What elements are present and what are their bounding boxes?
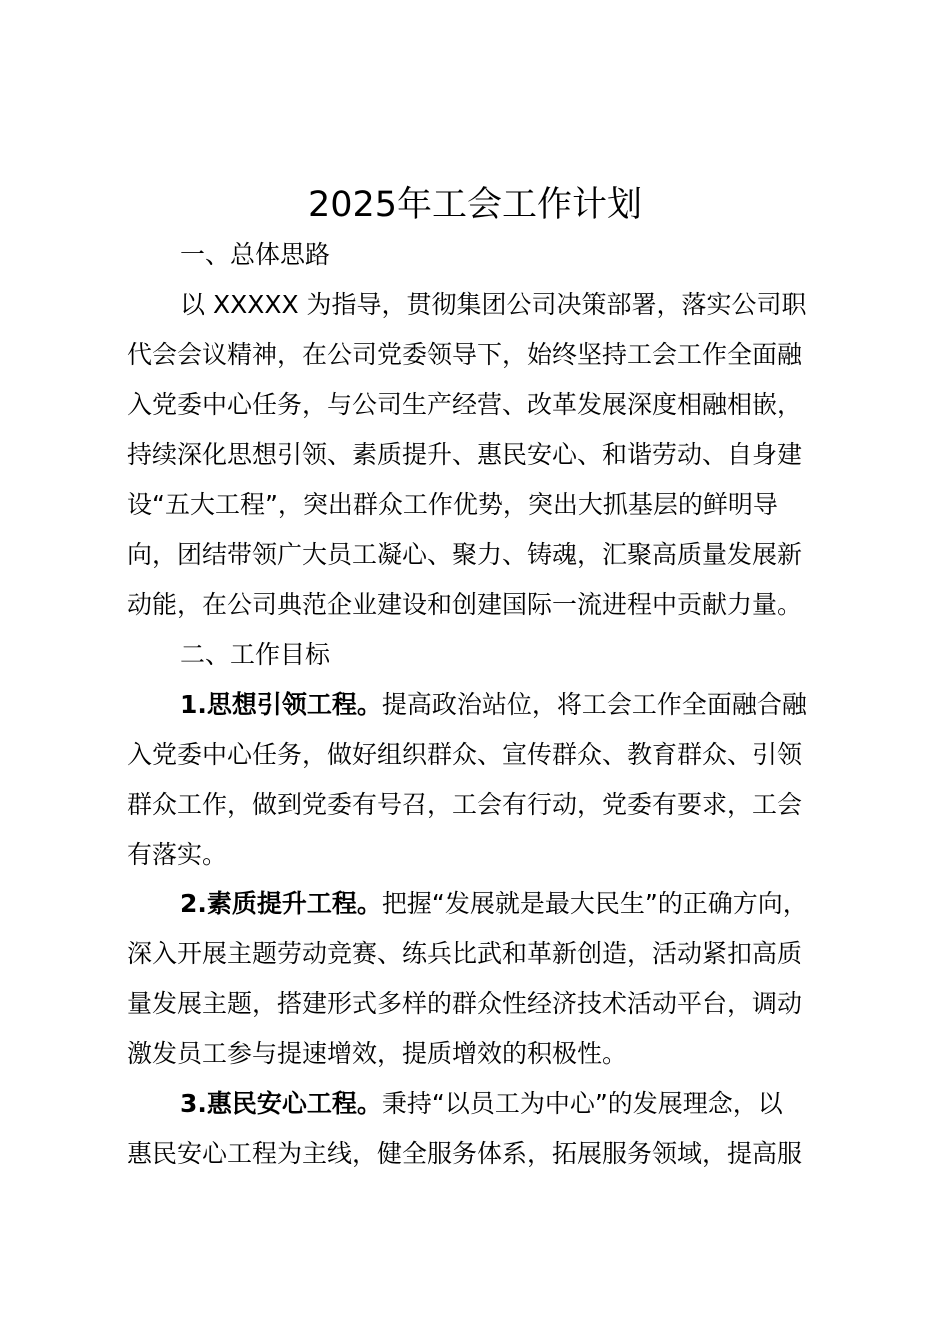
goal-item-text: 秉持“以员工为中心”的发展理念，以: [381, 1089, 783, 1118]
paragraph-line: 激发员工参与提速增效，提质增效的积极性。: [127, 1039, 628, 1068]
goal-item-label: 2.素质提升工程。: [180, 889, 382, 918]
goal-item-2-first-line: [180, 886, 840, 922]
goal-item-text: 提高政治站位，将工会工作全面融合融: [381, 690, 807, 719]
document-title: 2025年工会工作计划: [307, 185, 643, 225]
paragraph-line: 惠民安心工程为主线，健全服务体系，拓展服务领域，提高服: [127, 1139, 803, 1168]
paragraph-line: 代会会议精神，在公司党委领导下，始终坚持工会工作全面融: [127, 340, 803, 369]
goal-item-label: 3.惠民安心工程。: [180, 1089, 382, 1118]
paragraph-line: 入党委中心任务，与公司生产经营、改革发展深度相融相嵌，: [127, 390, 803, 419]
paragraph-line: 持续深化思想引领、素质提升、惠民安心、和谐劳动、自身建: [127, 440, 803, 469]
goal-item-label: 1.思想引领工程。: [180, 690, 382, 719]
paragraph-line: 量发展主题，搭建形式多样的群众性经济技术活动平台，调动: [127, 989, 803, 1018]
paragraph-line: 向，团结带领广大员工凝心、聚力、铸魂，汇聚高质量发展新: [127, 540, 803, 569]
goal-item-1-first-line: [180, 687, 840, 723]
paragraph-line: 群众工作，做到党委有号召，工会有行动，党委有要求，工会: [127, 790, 803, 819]
paragraph-line: 动能，在公司典范企业建设和创建国际一流进程中贡献力量。: [127, 590, 803, 619]
paragraph-line: 以 XXXXX 为指导，贯彻集团公司决策部署，落实公司职: [180, 290, 807, 319]
goal-item-text: 把握“发展就是最大民生”的正确方向，: [381, 889, 808, 918]
paragraph-line: 设“五大工程”，突出群众工作优势，突出大抓基层的鲜明导: [127, 490, 778, 519]
section-heading-work-goals: 二、工作目标: [180, 640, 331, 669]
section-heading-overall-approach: 一、总体思路: [180, 240, 331, 269]
paragraph-line: 有落实。: [127, 840, 228, 869]
paragraph-line: 深入开展主题劳动竞赛、练兵比武和革新创造，活动紧扣高质: [127, 939, 803, 968]
goal-item-3-first-line: [180, 1086, 840, 1122]
paragraph-line: 入党委中心任务，做好组织群众、宣传群众、教育群众、引领: [127, 740, 803, 769]
